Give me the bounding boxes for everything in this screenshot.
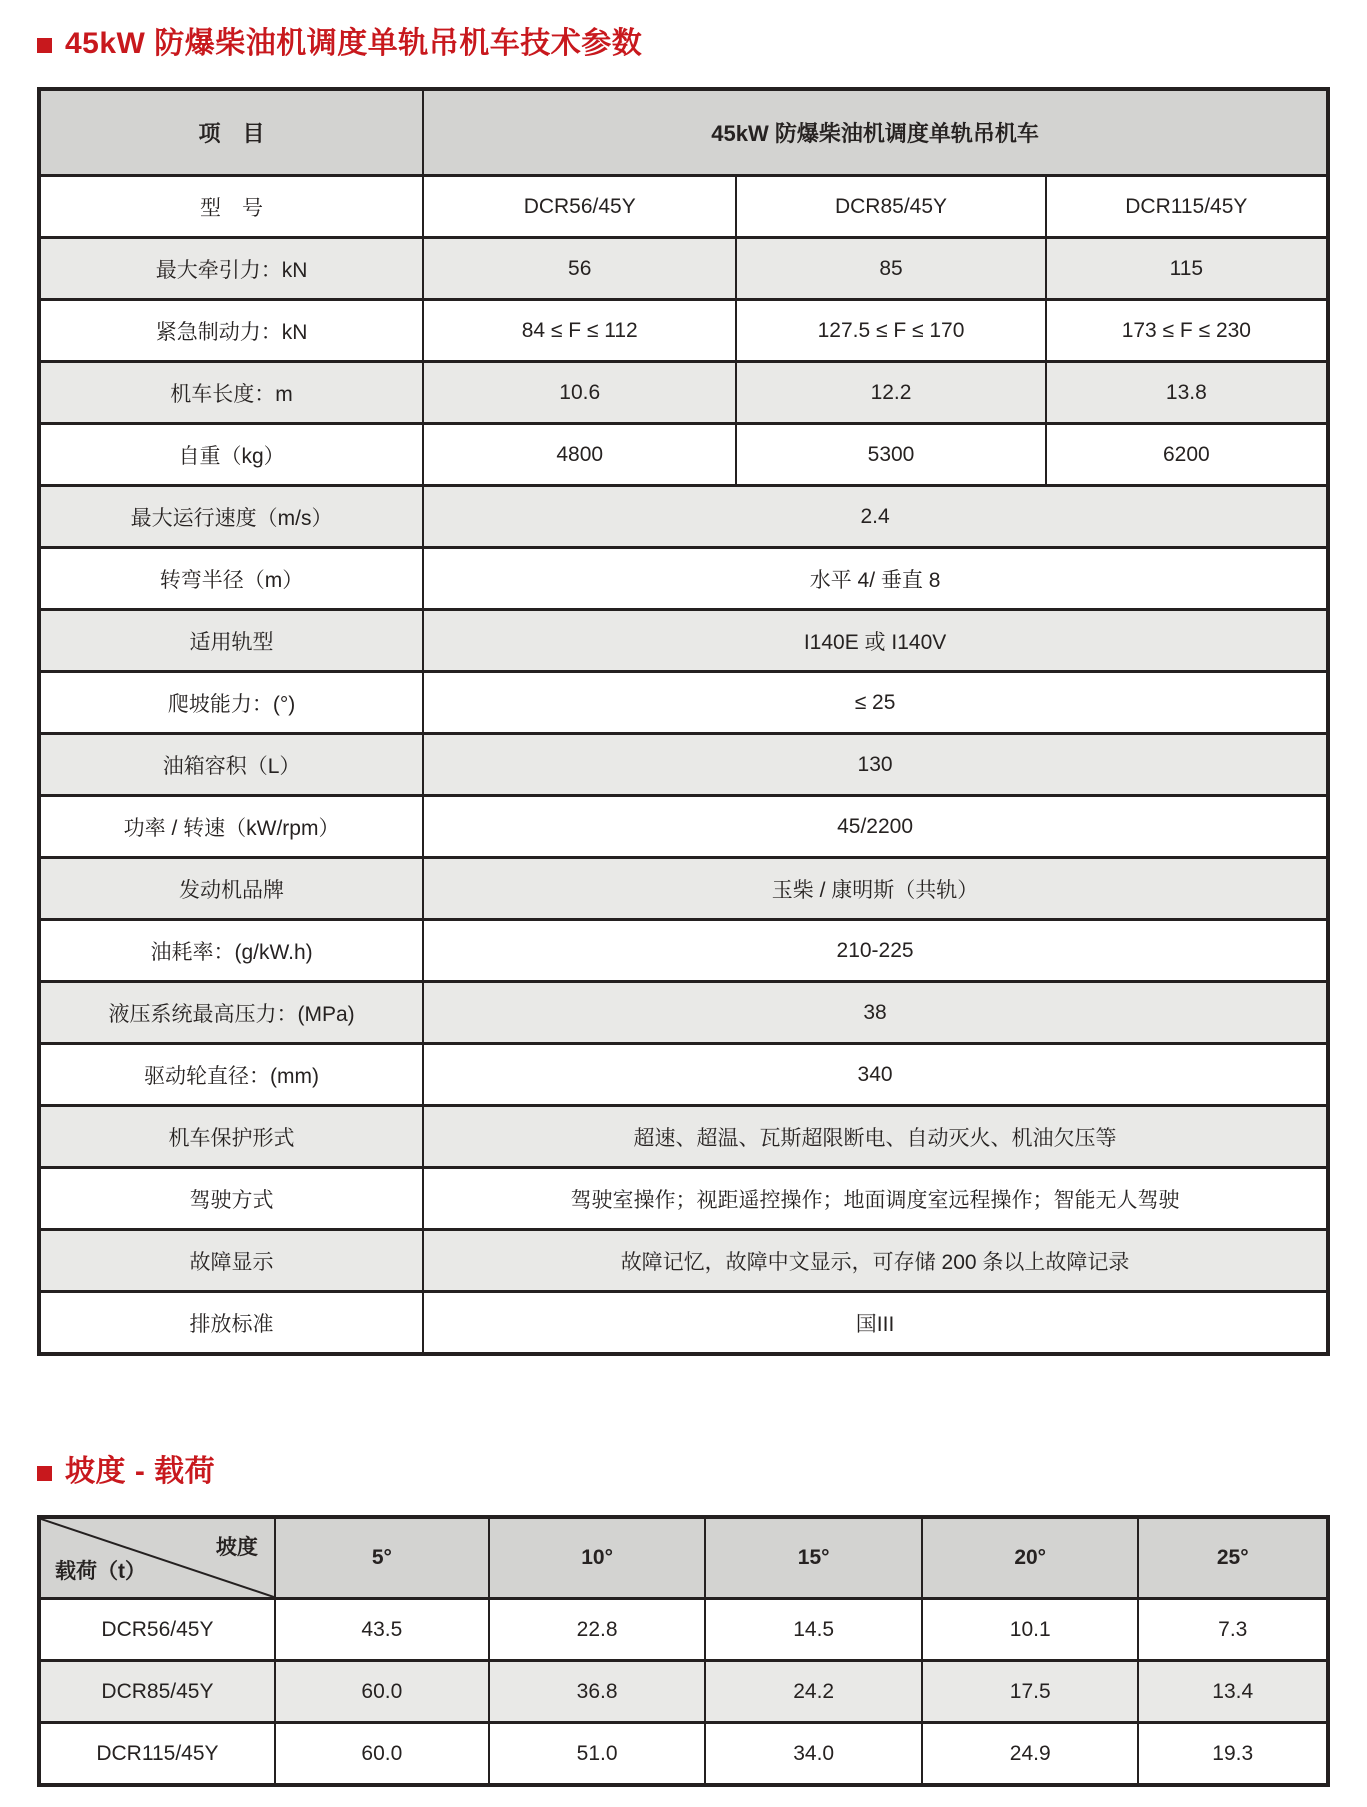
spec-label-cell: 适用轨型 <box>39 610 423 672</box>
spec-label-cell: 紧急制动力：kN <box>39 300 423 362</box>
spec-value-cell: 45/2200 <box>423 796 1328 858</box>
slope-col-header: 25° <box>1138 1517 1328 1599</box>
spec-row-gradeability <box>39 672 1328 734</box>
spec-label-cell: 液压系统最高压力：(MPa) <box>39 982 423 1044</box>
spec-row-emission-standard <box>39 1292 1328 1355</box>
spec-value-cell: 4800 <box>423 424 736 486</box>
load-row-dcr56 <box>39 1599 1328 1661</box>
load-value-cell: 17.5 <box>922 1661 1139 1723</box>
spec-value-cell: 国III <box>423 1292 1328 1355</box>
slope-col-header: 15° <box>705 1517 922 1599</box>
section-title-text: 45kW 防爆柴油机调度单轨吊机车技术参数 <box>65 27 643 60</box>
spec-value-cell: 10.6 <box>423 362 736 424</box>
spec-label-cell: 故障显示 <box>39 1230 423 1292</box>
slope-col-header: 20° <box>922 1517 1139 1599</box>
spec-label-cell: 驾驶方式 <box>39 1168 423 1230</box>
section-title-text: 坡度 - 载荷 <box>65 1455 216 1488</box>
spec-label-cell: 最大牵引力：kN <box>39 238 423 300</box>
spec-label-cell: 爬坡能力：(°) <box>39 672 423 734</box>
slope-col-header: 5° <box>275 1517 489 1599</box>
spec-value-cell: 6200 <box>1046 424 1328 486</box>
spec-row-length <box>39 362 1328 424</box>
spec-row-drive-wheel <box>39 1044 1328 1106</box>
load-value-cell: 10.1 <box>922 1599 1139 1661</box>
spec-header-row <box>39 89 1328 176</box>
spec-value-cell: DCR56/45Y <box>423 176 736 238</box>
spec-label-cell: 自重（kg） <box>39 424 423 486</box>
spec-label-cell: 机车保护形式 <box>39 1106 423 1168</box>
spec-label-cell: 功率 / 转速（kW/rpm） <box>39 796 423 858</box>
slope-load-table <box>37 1515 1330 1787</box>
header-product-cell: 45kW 防爆柴油机调度单轨吊机车 <box>423 89 1328 176</box>
load-value-cell: 60.0 <box>275 1723 489 1786</box>
spec-row-fuel-tank <box>39 734 1328 796</box>
spec-value-cell: 173 ≤ F ≤ 230 <box>1046 300 1328 362</box>
load-value-cell: 14.5 <box>705 1599 922 1661</box>
spec-row-braking <box>39 300 1328 362</box>
load-row-dcr85 <box>39 1661 1328 1723</box>
spec-value-cell: 340 <box>423 1044 1328 1106</box>
load-value-cell: 43.5 <box>275 1599 489 1661</box>
spec-label-cell: 最大运行速度（m/s） <box>39 486 423 548</box>
spec-row-protection <box>39 1106 1328 1168</box>
spec-row-engine-brand <box>39 858 1328 920</box>
load-value-cell: 19.3 <box>1138 1723 1328 1786</box>
corner-load-label: 载荷（t） <box>55 1560 146 1583</box>
model-cell: DCR115/45Y <box>39 1723 275 1786</box>
spec-value-cell: 故障记忆，故障中文显示，可存储 200 条以上故障记录 <box>423 1230 1328 1292</box>
spec-row-max-speed <box>39 486 1328 548</box>
spec-row-hydraulic-pressure <box>39 982 1328 1044</box>
spec-label-cell: 排放标准 <box>39 1292 423 1355</box>
load-value-cell: 22.8 <box>489 1599 706 1661</box>
section-title-slope-load <box>37 1454 1330 1490</box>
spec-row-weight <box>39 424 1328 486</box>
spec-value-cell: DCR115/45Y <box>1046 176 1328 238</box>
spec-value-cell: 12.2 <box>736 362 1045 424</box>
spec-value-cell: 130 <box>423 734 1328 796</box>
model-cell: DCR56/45Y <box>39 1599 275 1661</box>
spec-row-fuel-consumption <box>39 920 1328 982</box>
spec-value-cell: DCR85/45Y <box>736 176 1045 238</box>
spec-value-cell: 2.4 <box>423 486 1328 548</box>
load-value-cell: 13.4 <box>1138 1661 1328 1723</box>
spec-value-cell: 水平 4/ 垂直 8 <box>423 548 1328 610</box>
spec-label-cell: 型 号 <box>39 176 423 238</box>
corner-header-cell <box>39 1517 275 1599</box>
load-value-cell: 24.2 <box>705 1661 922 1723</box>
load-value-cell: 7.3 <box>1138 1599 1328 1661</box>
spec-row-power-rpm <box>39 796 1328 858</box>
spec-value-cell: 127.5 ≤ F ≤ 170 <box>736 300 1045 362</box>
corner-slope-label: 坡度 <box>215 1536 258 1559</box>
spec-label-cell: 油耗率：(g/kW.h) <box>39 920 423 982</box>
spec-label-cell: 油箱容积（L） <box>39 734 423 796</box>
load-value-cell: 51.0 <box>489 1723 706 1786</box>
spec-row-rail-type <box>39 610 1328 672</box>
spec-value-cell: ≤ 25 <box>423 672 1328 734</box>
spec-row-fault-display <box>39 1230 1328 1292</box>
section-slope-load <box>37 1454 1330 1787</box>
spec-row-turn-radius <box>39 548 1328 610</box>
spec-row-driving-mode <box>39 1168 1328 1230</box>
spec-value-cell: 56 <box>423 238 736 300</box>
spec-value-cell: 驾驶室操作；视距遥控操作；地面调度室远程操作；智能无人驾驶 <box>423 1168 1328 1230</box>
spec-value-cell: 210-225 <box>423 920 1328 982</box>
load-value-cell: 34.0 <box>705 1723 922 1786</box>
spec-label-cell: 驱动轮直径：(mm) <box>39 1044 423 1106</box>
spec-value-cell: 5300 <box>736 424 1045 486</box>
spec-table <box>37 87 1330 1356</box>
load-value-cell: 36.8 <box>489 1661 706 1723</box>
load-row-dcr115 <box>39 1723 1328 1786</box>
red-square-bullet-icon <box>37 38 52 53</box>
load-value-cell: 24.9 <box>922 1723 1139 1786</box>
spec-label-cell: 发动机品牌 <box>39 858 423 920</box>
spec-value-cell: 115 <box>1046 238 1328 300</box>
spec-value-cell: 玉柴 / 康明斯（共轨） <box>423 858 1328 920</box>
spec-value-cell: I140E 或 I140V <box>423 610 1328 672</box>
spec-row-model <box>39 176 1328 238</box>
spec-row-traction <box>39 238 1328 300</box>
spec-value-cell: 85 <box>736 238 1045 300</box>
header-item-cell: 项 目 <box>39 89 423 176</box>
spec-value-cell: 13.8 <box>1046 362 1328 424</box>
section-title-tech-params <box>37 26 1330 62</box>
spec-value-cell: 38 <box>423 982 1328 1044</box>
spec-value-cell: 84 ≤ F ≤ 112 <box>423 300 736 362</box>
red-square-bullet-icon <box>37 1466 52 1481</box>
spec-label-cell: 转弯半径（m） <box>39 548 423 610</box>
model-cell: DCR85/45Y <box>39 1661 275 1723</box>
load-value-cell: 60.0 <box>275 1661 489 1723</box>
slope-col-header: 10° <box>489 1517 706 1599</box>
spec-label-cell: 机车长度：m <box>39 362 423 424</box>
section-tech-params <box>37 26 1330 1356</box>
slope-header-row <box>39 1517 1328 1599</box>
spec-value-cell: 超速、超温、瓦斯超限断电、自动灭火、机油欠压等 <box>423 1106 1328 1168</box>
